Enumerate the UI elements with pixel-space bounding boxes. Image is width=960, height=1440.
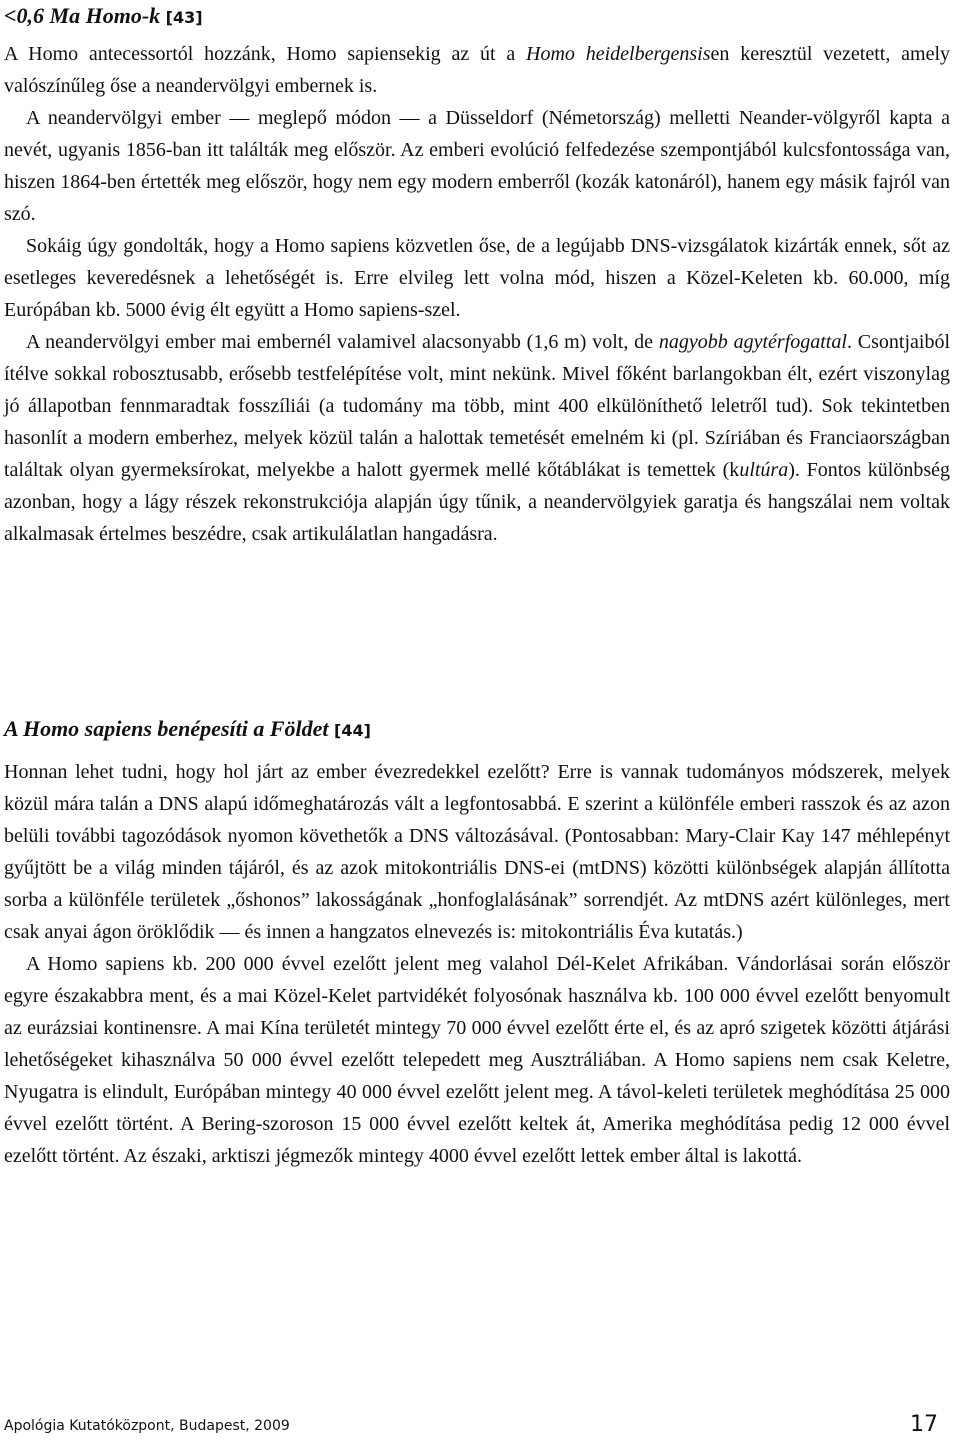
section-title: <0,6 Ma Homo-k <box>4 3 161 28</box>
paragraph: A neandervölgyi ember mai embernél valamivel alacsonyabb (1,6 m) volt, de nagyobb agytérfogattal. Csontjaiból ítélve sokkal robosztusabb, erősebb testfelépítése volt, mint nekünk. Mivel főként barlangokban élt, ezért viszonylag jó állapotban fennmaradtak fosszíliái (a tudomány ma több, mint 400 elkülöníthető leletről tud). Sok tekintetben hasonlít a modern emberhez, melyek közül talán a halottak temetését emelném ki (pl. Szíriában és Franciaországban találtak olyan gyermeksírokat, melyekbe a halott gyermek mellé kőtáblákat is temettek (kultúra). Fontos különbség azonban, hogy a lágy részek rekonstrukciója alapján úgy tűnik, a neandervölgyiek garatja és hangszálai nem voltak alkalmasak értelmes beszédre, csak artikulálatlan hangadásra. <box>4 331 951 545</box>
section-body-homo <box>4 38 950 550</box>
section-heading-homo-sapiens <box>4 716 371 744</box>
section-body-homo-sapiens <box>4 756 950 1172</box>
section-reference: [43] <box>165 8 203 27</box>
italic-text: Homo heidelbergensis <box>526 43 711 65</box>
paragraph: A neandervölgyi ember — meglepő módon — a Düsseldorf (Németország) melletti Neander-völgyről kapta a nevét, ugyanis 1856-ban itt találták meg először. Az emberi evolúció felfedezése szempontjából kulcsfontossága van, hiszen 1864-ben értették meg először, hogy nem egy modern emberről (kozák katonáról), hanem egy másik fajról van szó. <box>4 107 950 225</box>
section-title: A Homo sapiens benépesíti a Földet <box>4 716 329 741</box>
italic-text: ultúra <box>739 459 789 481</box>
paragraph: Sokáig úgy gondolták, hogy a Homo sapiens közvetlen őse, de a legújabb DNS-vizsgálatok kizárták ennek, sőt az esetleges keveredésnek a lehetőségét is. Erre elvileg lett volna mód, hiszen a Közel-Keleten kb. 60.000, míg Európában kb. 5000 évig élt együtt a Homo sapiens-szel. <box>4 235 950 321</box>
section-heading-homo <box>4 3 203 31</box>
page-footer <box>4 1412 956 1440</box>
paragraph: A Homo antecessortól hozzánk, Homo sapiensekig az út a Homo heidelbergensisen keresztül vezetett, amely valószínűleg őse a neandervölgyi embernek is. <box>4 43 951 97</box>
italic-text: nagyobb agytérfogattal <box>658 331 847 353</box>
footer-publisher: Apológia Kutatóközpont, Budapest, 2009 <box>4 1418 290 1434</box>
section-reference: [44] <box>334 721 371 740</box>
page-number: 17 <box>910 1412 938 1437</box>
paragraph: Honnan lehet tudni, hogy hol járt az ember évezredekkel ezelőtt? Erre is vannak tudományos módszerek, melyek közül mára talán a DNS alapú időmeghatározás vált a legfontosabbá. E szerint a különféle emberi rasszok és az azon belüli további tagozódások nyomon követhetők a DNS változásával. (Pontosabban: Mary-Clair Kay 147 méhlepényt gyűjtött be a világ minden tájáról, és az azok mitokontriális DNS-ei (mtDNS) közötti különbségek alapján állította sorba a különféle területek „őshonos” lakosságának „honfoglalásának” sorrendjét. Az mtDNS azért különleges, mert csak anyai ágon öröklődik — és innen a hangzatos elnevezés is: mitokontriális Éva kutatás.) <box>4 761 950 943</box>
paragraph: A Homo sapiens kb. 200 000 évvel ezelőtt jelent meg valahol Dél-Kelet Afrikában. Vándorlásai során először egyre északabbra ment, és a mai Közel-Kelet partvidékét folyosónak használva kb. 100 000 évvel ezelőtt benyomult az eurázsiai kontinensre. A mai Kína területét mintegy 70 000 évvel ezelőtt érte el, és az apró szigetek közötti átjárási lehetőségeket kihasználva 50 000 évvel ezelőtt telepedett meg Ausztráliában. A Homo sapiens nem csak Keletre, Nyugatra is elindult, Európában mintegy 40 000 évvel ezelőtt jelent meg. A távol-keleti területek meghódítása 25 000 évvel ezelőtt történt. A Bering-szoroson 15 000 évvel ezelőtt keltek át, Amerika meghódítása pedig 12 000 évvel ezelőtt történt. Az északi, arktiszi jégmezők mintegy 4000 évvel ezelőtt lettek ember által is lakottá. <box>4 953 950 1167</box>
